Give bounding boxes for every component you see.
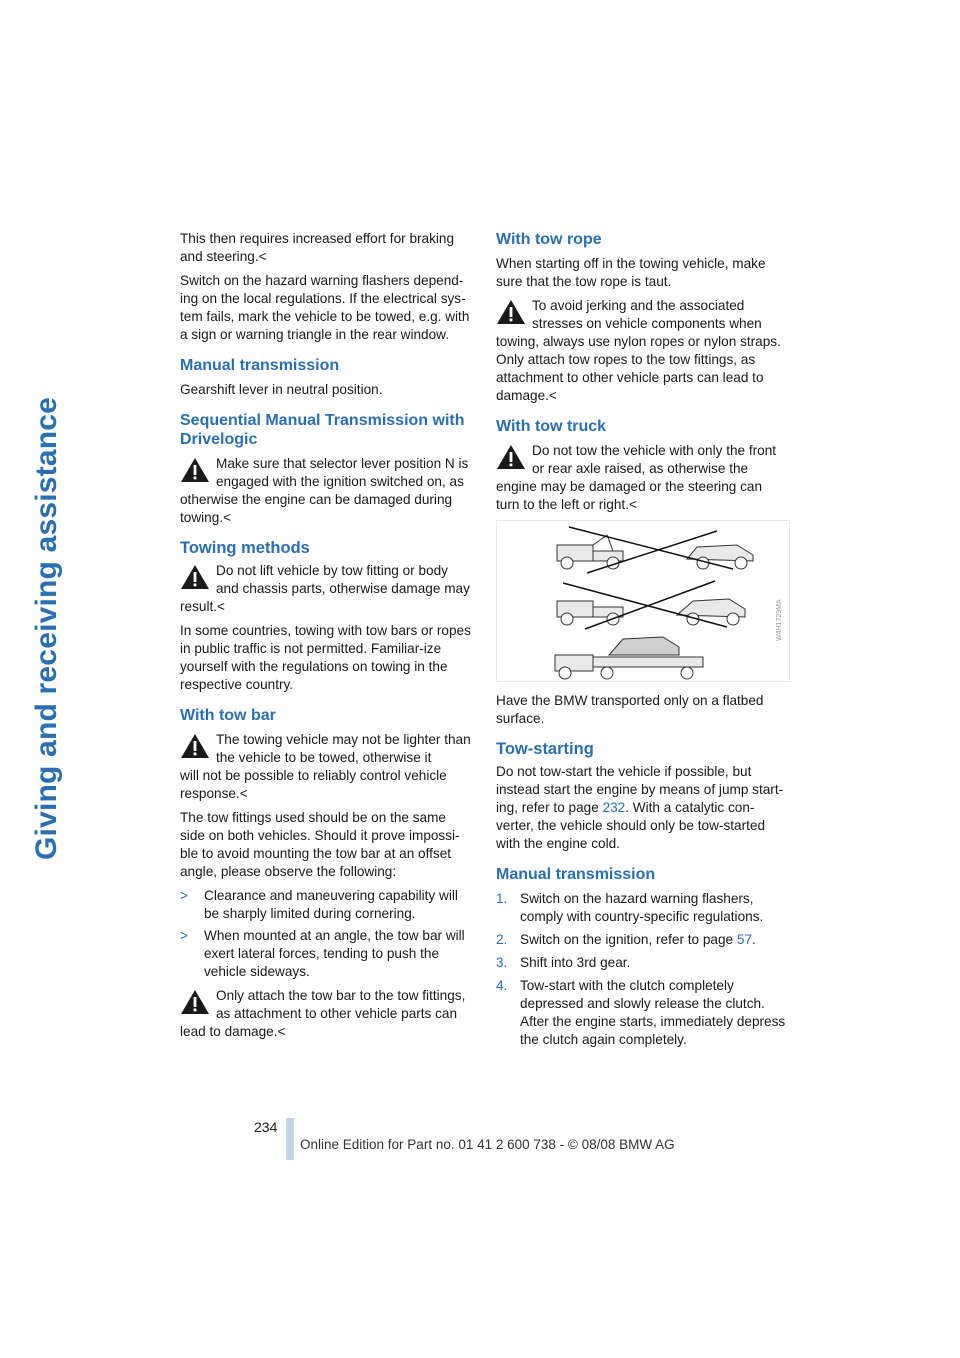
paragraph: In some countries, towing with tow bars or ropes in public traffic is not permitted. Familiar-ize yourself with the regulations on towing in the respective country. bbox=[180, 623, 471, 692]
paragraph: Gearshift lever in neutral position. bbox=[180, 382, 383, 397]
list-item: 4. Tow-start with the clutch completely depressed and slowly release the clutch. After the engine starts, immediately depress the clutch again completely. bbox=[496, 978, 786, 1047]
page-number: 234 bbox=[254, 1119, 278, 1135]
list-item: 1. Switch on the hazard warning flashers, comply with country-specific regulations. bbox=[496, 891, 764, 924]
chapter-title-text: Giving and receiving assistance bbox=[30, 396, 63, 860]
numbered-steps bbox=[496, 890, 788, 1049]
warning-triangle-icon bbox=[496, 444, 526, 472]
list-item: 2. Switch on the ignition, refer to page 57. bbox=[496, 932, 756, 947]
heading-towing-methods: Towing methods bbox=[180, 539, 310, 557]
heading-with-tow-bar: With tow bar bbox=[180, 707, 276, 724]
heading-with-tow-rope: With tow rope bbox=[496, 231, 602, 248]
heading-with-tow-truck: With tow truck bbox=[496, 418, 607, 435]
paragraph: When starting off in the towing vehicle, make sure that the tow rope is taut. bbox=[496, 256, 766, 289]
heading-manual-transmission: Manual transmission bbox=[180, 357, 340, 374]
left-column bbox=[180, 230, 472, 1047]
warning-note: Make sure that selector lever position N is engaged with the ignition switched on, as otherwise the engine can be damaged during towing.< bbox=[180, 456, 469, 525]
list-item: > When mounted at an angle, the tow bar will exert lateral forces, tending to push the vehicle sideways. bbox=[180, 928, 465, 979]
page-link[interactable]: 57 bbox=[736, 932, 753, 947]
warning-triangle-icon bbox=[180, 989, 210, 1017]
warning-note: The towing vehicle may not be lighter than the vehicle to be towed, otherwise it will not be possible to reliably control vehicle response.< bbox=[180, 732, 471, 801]
page-link[interactable]: 232 bbox=[602, 800, 626, 815]
warning-note: Do not lift vehicle by tow fitting or body and chassis parts, otherwise damage may result.< bbox=[180, 563, 470, 614]
heading-tow-starting: Tow-starting bbox=[496, 740, 594, 758]
heading-manual-transmission-2: Manual transmission bbox=[496, 866, 656, 883]
towing-illustration bbox=[496, 520, 790, 682]
paragraph: Have the BMW transported only on a flatbed surface. bbox=[496, 693, 764, 726]
warning-triangle-icon bbox=[180, 564, 210, 592]
warning-note: Do not tow the vehicle with only the front or rear axle raised, as otherwise the engine may be damaged or the steering can turn to the left or right.< bbox=[496, 443, 777, 512]
side-chapter-title bbox=[18, 230, 63, 870]
list-item: 3. Shift into 3rd gear. bbox=[496, 955, 631, 970]
paragraph: The tow fittings used should be on the same side on both vehicles. Should it prove impossi-ble to avoid mounting the tow bar at an offset angle, please observe the following: bbox=[180, 810, 460, 879]
heading-smg: Sequential Manual Transmission with Drivelogic bbox=[180, 412, 465, 448]
warning-note: To avoid jerking and the associated stresses on vehicle components when towing, always use nylon ropes or nylon straps. Only attach tow ropes to the tow fittings, as attachment to other vehicle parts can lead to damage.< bbox=[496, 298, 781, 403]
paragraph: Switch on the hazard warning flashers depend-ing on the local regulations. If the electrical sys-tem fails, mark the vehicle to be towed, e.g. with a sign or warning triangle in the rear window. bbox=[180, 273, 470, 342]
warning-triangle-icon bbox=[496, 299, 526, 327]
warning-note: Only attach the tow bar to the tow fittings, as attachment to other vehicle parts can lead to damage.< bbox=[180, 988, 466, 1039]
footer-bar bbox=[286, 1118, 294, 1160]
bullet-list bbox=[180, 887, 472, 981]
list-item: > Clearance and maneuvering capability will be sharply limited during cornering. bbox=[180, 888, 458, 921]
warning-triangle-icon bbox=[180, 733, 210, 761]
paragraph: This then requires increased effort for braking and steering.< bbox=[180, 231, 455, 264]
paragraph: Do not tow-start the vehicle if possible, but instead start the engine by means of jump start-ing, refer to page 232. With a catalytic con-verter, the vehicle should only be tow-started with the engine cold. bbox=[496, 764, 784, 851]
right-column bbox=[496, 230, 788, 1054]
figure-code: W4H1729MA bbox=[776, 599, 783, 641]
warning-triangle-icon bbox=[180, 457, 210, 485]
footer-edition: Online Edition for Part no. 01 41 2 600 738 - © 08/08 BMW AG bbox=[300, 1137, 675, 1152]
